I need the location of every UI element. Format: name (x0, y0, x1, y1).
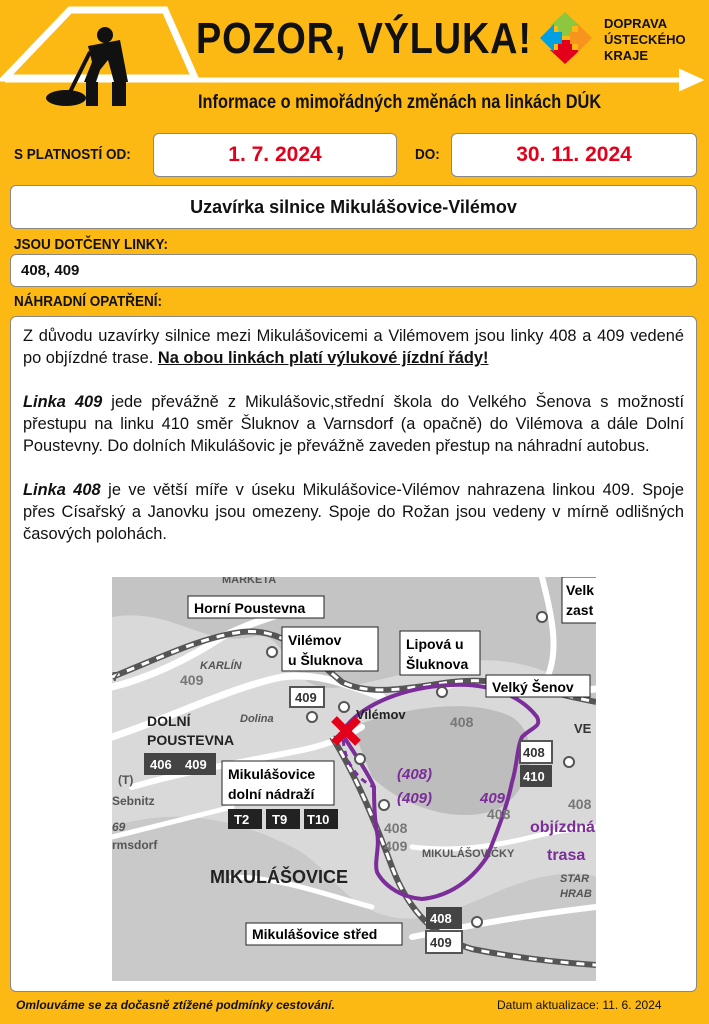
valid-to-value: 30. 11. 2024 (451, 133, 697, 177)
affected-lines-value: 408, 409 (10, 254, 697, 287)
place-label: Vilémov (288, 632, 342, 648)
place-label: HRAB (560, 888, 592, 900)
place-label: Velk (566, 582, 595, 598)
place-label: POUSTEVNA (147, 732, 235, 748)
grey-number: 408 (568, 796, 592, 812)
route-label: (409) (397, 790, 433, 807)
arrow-head-icon (680, 70, 702, 90)
line-badge: 409 (185, 757, 207, 772)
line-badge: T2 (234, 812, 250, 827)
line-badge: T9 (272, 812, 288, 827)
line-badge: 408 (430, 911, 452, 926)
place-label: Sebnitz (112, 794, 155, 808)
line-badge: T10 (307, 812, 330, 827)
place-label: Mikulášovice (228, 766, 316, 782)
brand-name (604, 16, 686, 64)
paragraph-line-408 (23, 479, 684, 545)
line-408-label: Linka 408 (23, 481, 101, 499)
footer-updated: Datum aktualizace: 11. 6. 2024 (497, 998, 662, 1012)
brand-line: ÚSTECKÉHO (604, 32, 686, 47)
brand-line: KRAJE (604, 48, 649, 63)
place-label: u Šluknova (288, 652, 363, 668)
affected-lines-label: JSOU DOTČENY LINKY: (14, 236, 169, 253)
line-409-text: jede převážně z Mikulášovic,střední škola do Velkého Šenova s možností přestupu na linku 410 směr Šluknov a Varnsdorf (a opačně) do Vilémova a dále Dolní Poustevny. Do dolních Mikulášovic je převážně zaveden přestup na náhradní autobus. (23, 393, 685, 455)
replacement-label: NÁHRADNÍ OPATŘENÍ: (14, 293, 162, 310)
place-label: MIKULÁŠOVICE (210, 867, 349, 887)
page-subtitle: Informace o mimořádných změnách na linkách DÚK (198, 92, 602, 113)
line-409-label: Linka 409 (23, 393, 103, 411)
place-label: dolní nádraží (228, 786, 315, 802)
brand-line: DOPRAVA (604, 16, 668, 31)
grey-number: 409 (384, 838, 408, 854)
valid-from-label: S PLATNOSTÍ OD: (14, 146, 131, 163)
grey-number: 408 (450, 714, 474, 730)
place-label: VE (574, 721, 592, 736)
place-label: Šluknova (406, 656, 469, 672)
duk-logo-icon (540, 12, 592, 64)
place-label: Dolina (240, 713, 274, 725)
place-label: Vilémov (356, 707, 406, 722)
place-label: KARLÍN (200, 660, 242, 672)
paragraph-intro (23, 325, 684, 369)
line-badge: 409 (430, 935, 452, 950)
map-svg (112, 577, 596, 981)
paragraph-line-409 (23, 391, 684, 457)
place-label: zast (566, 602, 594, 618)
intro-text: Z důvodu uzavírky silnice mezi Mikulášovicemi a Vilémovem jsou linky 408 a 409 vedené po objízdné trase. (23, 327, 684, 367)
detour-map (112, 577, 596, 981)
detour-label: objízdná (530, 819, 595, 836)
route-label: (408) (397, 766, 433, 783)
place-label: MARKETA (222, 577, 277, 586)
place-label: 7 (112, 669, 120, 684)
footer-apology: Omlouváme se za dočasně ztížené podmínky cestování. (16, 998, 335, 1012)
place-label: (T) (118, 773, 134, 787)
place-label: Horní Poustevna (194, 600, 306, 616)
place-label: Lipová u (406, 636, 464, 652)
line-badge: 408 (523, 745, 545, 760)
place-label: rmsdorf (112, 838, 158, 852)
place-label: DOLNÍ (147, 713, 191, 729)
detour-label: trasa (547, 847, 586, 864)
grey-number: 409 (180, 672, 204, 688)
place-label: Velký Šenov (492, 679, 574, 695)
valid-from-value: 1. 7. 2024 (153, 133, 397, 177)
line-badge: 406 (150, 757, 172, 772)
grey-number: 408 (487, 806, 511, 822)
valid-to-label: DO: (415, 146, 440, 163)
page-title: POZOR, VÝLUKA! (196, 14, 532, 63)
line-badge: 409 (295, 690, 317, 705)
line-408-text: je ve větší míře v úseku Mikulášovice-Vilémov nahrazena linkou 409. Spoje přes Císařský a Janovku jsou omezeny. Spoje do Rožan jsou vedeny v mírně odlišných časových polohách. (23, 481, 684, 543)
place-label: 69 (112, 820, 126, 834)
intro-bold: Na obou linkách platí výlukové jízdní řády! (157, 349, 489, 367)
route-label: 409 (480, 790, 506, 807)
closure-title: Uzavírka silnice Mikulášovice-Vilémov (10, 185, 697, 229)
place-label: MIKULÁŠOVIČKY (422, 848, 515, 860)
place-label: STAR (560, 873, 590, 885)
place-label: Mikulášovice střed (252, 926, 378, 942)
grey-number: 408 (384, 820, 408, 836)
header (0, 0, 709, 120)
line-badge: 410 (523, 769, 545, 784)
